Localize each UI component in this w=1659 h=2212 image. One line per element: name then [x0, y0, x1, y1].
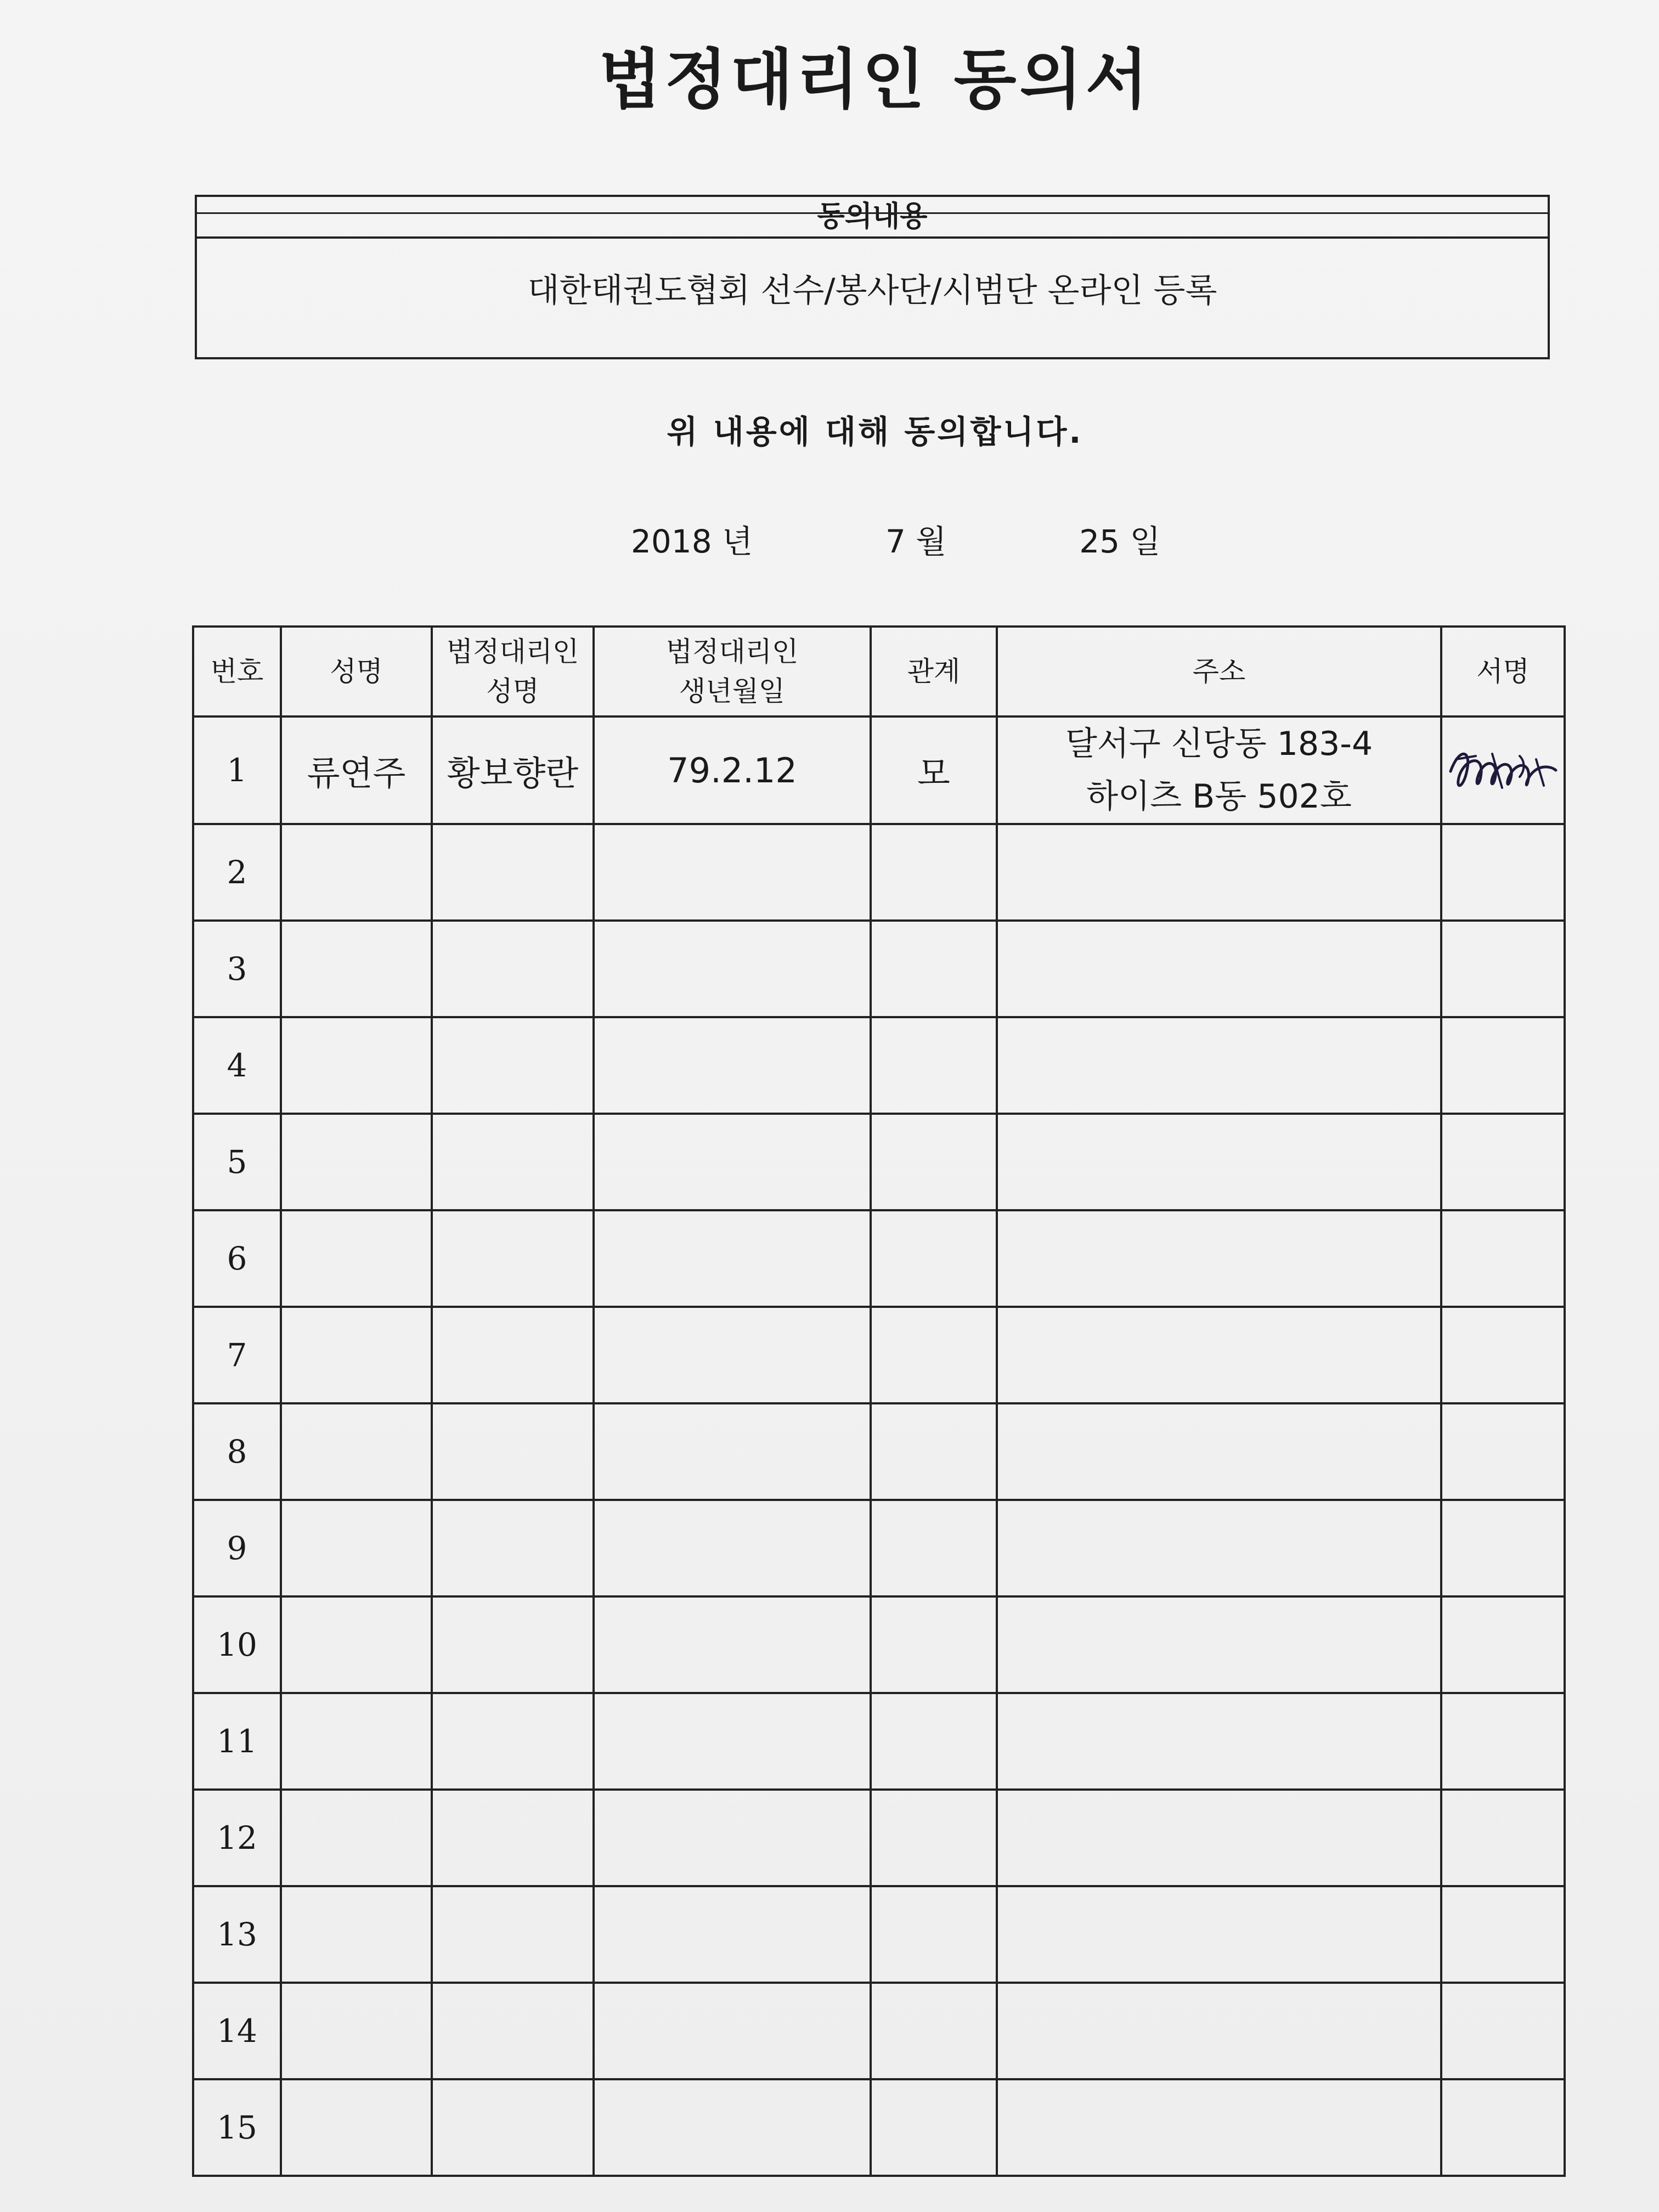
row-name[interactable] [281, 1500, 432, 1596]
handwritten-signature [1443, 737, 1564, 803]
header-relation: 관계 [871, 627, 997, 716]
row-address[interactable] [997, 1210, 1441, 1307]
date-month-unit: 월 [916, 523, 947, 560]
table-row [193, 1886, 1565, 1983]
row-guardian-name[interactable] [432, 1983, 594, 2079]
row-guardian-name[interactable] [432, 921, 594, 1017]
row-number: 8 [193, 1403, 281, 1500]
header-guardian-birth [594, 627, 871, 716]
header-guardian-birth-line1: 법정대리인 [665, 636, 799, 668]
header-guardian-name [432, 627, 594, 716]
row-guardian-name[interactable] [432, 1114, 594, 1210]
row-name[interactable] [281, 1307, 432, 1403]
row-relation[interactable] [871, 1500, 997, 1596]
row-address-line1: 달서구 신당동 183-4 [1065, 725, 1373, 763]
row-signature[interactable] [1441, 1596, 1565, 1693]
row-guardian-name[interactable] [432, 2079, 594, 2176]
row-relation[interactable] [871, 824, 997, 921]
row-relation[interactable] [871, 1017, 997, 1114]
header-guardian-name-line1: 법정대리인 [446, 636, 579, 668]
row-guardian-name[interactable] [432, 1307, 594, 1403]
row-signature[interactable] [1441, 1983, 1565, 2079]
row-name[interactable] [281, 1017, 432, 1114]
row-guardian-birth[interactable] [594, 1596, 871, 1693]
agreement-statement: 위 내용에 대해 동의합니다. [667, 413, 1084, 450]
header-address: 주소 [997, 627, 1441, 716]
row-name[interactable] [281, 824, 432, 921]
row-relation[interactable] [871, 1210, 997, 1307]
row-number: 3 [193, 921, 281, 1017]
row-number: 9 [193, 1500, 281, 1596]
row-guardian-birth[interactable] [594, 824, 871, 921]
table-row [193, 1017, 1565, 1114]
table-row [193, 2079, 1565, 2176]
row-number: 1 [193, 716, 281, 824]
guardian-consent-table [192, 625, 1566, 2177]
date-day: 25 [1079, 523, 1120, 560]
row-address[interactable] [997, 1693, 1441, 1790]
consent-content-box [195, 195, 1550, 359]
table-row [193, 921, 1565, 1017]
row-relation[interactable] [871, 1693, 997, 1790]
row-address-line2: 하이츠 B동 502호 [1086, 777, 1352, 816]
row-guardian-name[interactable] [432, 824, 594, 921]
row-address[interactable] [997, 921, 1441, 1017]
row-signature[interactable] [1441, 1500, 1565, 1596]
row-guardian-birth[interactable] [594, 1307, 871, 1403]
date-month: 7 [885, 523, 906, 560]
row-address[interactable] [997, 2079, 1441, 2176]
row-number: 13 [193, 1886, 281, 1983]
row-name[interactable] [281, 1886, 432, 1983]
row-guardian-birth[interactable] [594, 1403, 871, 1500]
row-relation[interactable] [871, 1596, 997, 1693]
row-relation[interactable] [871, 921, 997, 1017]
row-name[interactable] [281, 1790, 432, 1886]
row-number: 14 [193, 1983, 281, 2079]
document-title: 법정대리인 동의서 [599, 42, 1152, 117]
date-year-unit: 년 [722, 523, 753, 560]
table-row [193, 1114, 1565, 1210]
row-name[interactable] [281, 1403, 432, 1500]
row-guardian-name[interactable] [432, 1693, 594, 1790]
consent-heading: 동의내용 [197, 197, 1548, 239]
row-number: 12 [193, 1790, 281, 1886]
row-guardian-birth[interactable] [594, 1693, 871, 1790]
row-guardian-birth[interactable] [594, 921, 871, 1017]
row-signature[interactable] [1441, 1307, 1565, 1403]
row-address[interactable] [997, 1790, 1441, 1886]
table-row [193, 1983, 1565, 2079]
row-guardian-birth[interactable] [594, 1983, 871, 2079]
row-address [997, 716, 1441, 824]
row-signature[interactable] [1441, 1114, 1565, 1210]
row-number: 10 [193, 1596, 281, 1693]
row-address[interactable] [997, 1500, 1441, 1596]
row-signature[interactable] [1441, 2079, 1565, 2176]
row-address[interactable] [997, 1114, 1441, 1210]
row-relation[interactable] [871, 1307, 997, 1403]
row-address[interactable] [997, 1017, 1441, 1114]
row-guardian-birth[interactable] [594, 1017, 871, 1114]
row-guardian-birth[interactable] [594, 1500, 871, 1596]
date-day-unit: 일 [1130, 523, 1161, 560]
header-guardian-name-line2: 성명 [486, 675, 539, 707]
row-name[interactable] [281, 1983, 432, 2079]
row-address[interactable] [997, 824, 1441, 921]
table-row [193, 1500, 1565, 1596]
table-header-row [193, 627, 1565, 716]
header-guardian-birth-line2: 생년월일 [679, 675, 786, 707]
row-number: 7 [193, 1307, 281, 1403]
row-guardian-birth[interactable] [594, 1790, 871, 1886]
row-guardian-birth: 79.2.12 [594, 716, 871, 824]
row-signature[interactable] [1441, 1790, 1565, 1886]
table-row [193, 1210, 1565, 1307]
row-relation[interactable] [871, 1983, 997, 2079]
row-signature[interactable] [1441, 1886, 1565, 1983]
header-number: 번호 [193, 627, 281, 716]
row-name[interactable] [281, 1114, 432, 1210]
row-relation[interactable] [871, 1790, 997, 1886]
row-signature[interactable] [1441, 1693, 1565, 1790]
row-guardian-name: 황보향란 [432, 716, 594, 824]
row-relation[interactable] [871, 1403, 997, 1500]
row-number: 15 [193, 2079, 281, 2176]
table-row [193, 1403, 1565, 1500]
row-address[interactable] [997, 1983, 1441, 2079]
row-guardian-name[interactable] [432, 1886, 594, 1983]
row-guardian-birth[interactable] [594, 1210, 871, 1307]
row-number: 4 [193, 1017, 281, 1114]
row-address[interactable] [997, 1596, 1441, 1693]
row-address[interactable] [997, 1886, 1441, 1983]
row-guardian-birth[interactable] [594, 1114, 871, 1210]
row-number: 11 [193, 1693, 281, 1790]
row-relation: 모 [871, 716, 997, 824]
row-signature[interactable] [1441, 1403, 1565, 1500]
row-guardian-name[interactable] [432, 1017, 594, 1114]
table-row [193, 1307, 1565, 1403]
row-guardian-name[interactable] [432, 1403, 594, 1500]
row-number: 6 [193, 1210, 281, 1307]
row-signature[interactable] [1441, 824, 1565, 921]
consent-text: 대한태권도협회 선수/봉사단/시범단 온라인 등록 [527, 272, 1217, 310]
row-address[interactable] [997, 1403, 1441, 1500]
row-number: 5 [193, 1114, 281, 1210]
row-guardian-name[interactable] [432, 1596, 594, 1693]
row-signature[interactable] [1441, 1210, 1565, 1307]
table-row [193, 1693, 1565, 1790]
header-signature: 서명 [1441, 627, 1565, 716]
row-guardian-name[interactable] [432, 1790, 594, 1886]
row-guardian-name[interactable] [432, 1500, 594, 1596]
row-name[interactable] [281, 921, 432, 1017]
row-name[interactable] [281, 1596, 432, 1693]
consent-box-top-line [197, 212, 1548, 214]
table-row [193, 1596, 1565, 1693]
row-signature[interactable] [1441, 921, 1565, 1017]
header-name: 성명 [281, 627, 432, 716]
row-relation[interactable] [871, 2079, 997, 2176]
row-name: 류연주 [281, 716, 432, 824]
table-row [193, 824, 1565, 921]
row-relation[interactable] [871, 1114, 997, 1210]
row-relation[interactable] [871, 1886, 997, 1983]
row-number: 2 [193, 824, 281, 921]
row-signature[interactable] [1441, 1017, 1565, 1114]
table-row [193, 716, 1565, 824]
row-guardian-birth[interactable] [594, 2079, 871, 2176]
signing-date [631, 516, 1160, 562]
row-guardian-birth[interactable] [594, 1886, 871, 1983]
date-year: 2018 [631, 523, 712, 560]
row-guardian-name[interactable] [432, 1210, 594, 1307]
row-name[interactable] [281, 2079, 432, 2176]
row-signature [1441, 716, 1565, 824]
row-name[interactable] [281, 1693, 432, 1790]
row-address[interactable] [997, 1307, 1441, 1403]
row-name[interactable] [281, 1210, 432, 1307]
table-row [193, 1790, 1565, 1886]
